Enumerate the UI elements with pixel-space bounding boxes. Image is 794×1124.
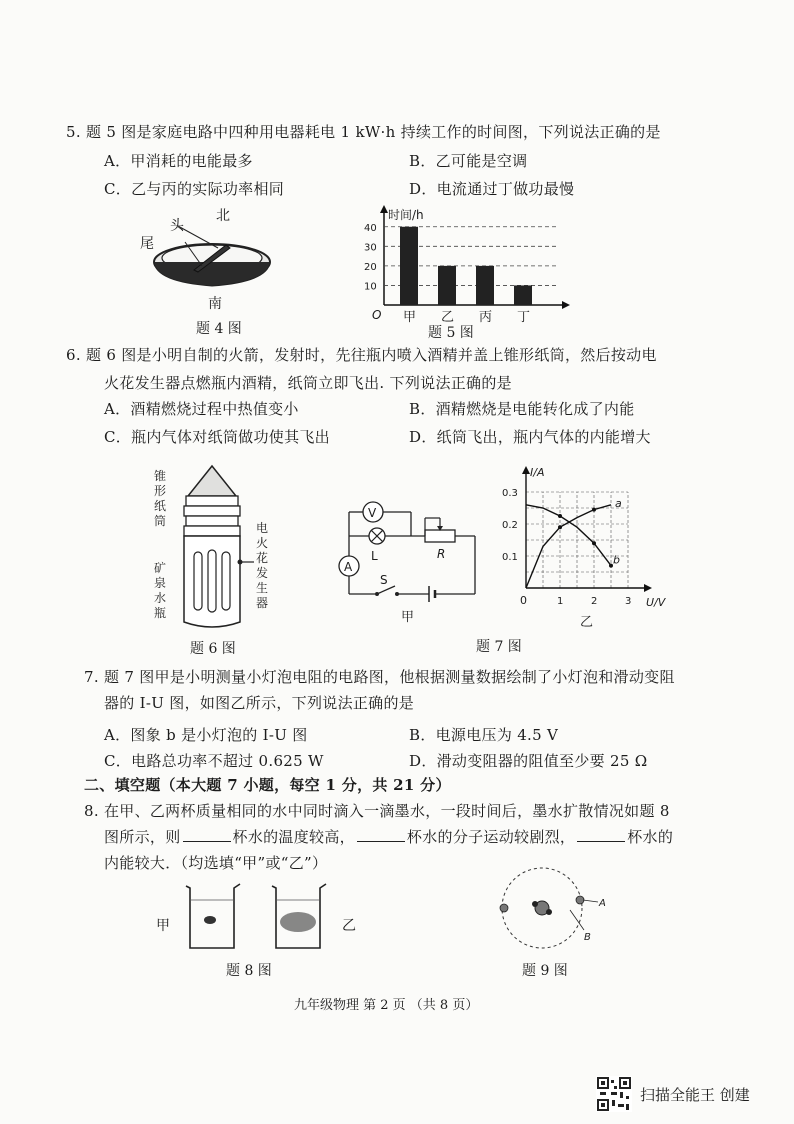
svg-text:花: 花 bbox=[256, 551, 269, 565]
fig5-origin: O bbox=[372, 308, 382, 322]
fig8-caption: 题 8 图 bbox=[226, 963, 272, 979]
fig9-label-a: A bbox=[599, 898, 606, 909]
svg-text:泉: 泉 bbox=[154, 576, 167, 590]
fig5-bar-chart bbox=[362, 205, 572, 325]
q5-option-c: C．乙与丙的实际功率相同 bbox=[104, 180, 285, 198]
q6-option-b: B．酒精燃烧是电能转化成了内能 bbox=[409, 400, 635, 418]
q5-stem: 5. 题 5 图是家庭电路中四种用电器耗电 1 kW·h 持续工作的时间图，下列说法正确的是 bbox=[66, 123, 661, 141]
q8-text-c: 杯水的分子运动较剧烈， bbox=[406, 828, 576, 846]
fig7-point bbox=[592, 508, 596, 512]
fig6-caption: 题 6 图 bbox=[190, 641, 236, 657]
qr-code-icon bbox=[596, 1076, 632, 1112]
svg-text:纸: 纸 bbox=[154, 499, 167, 513]
fig5-ytick-label: 40 bbox=[364, 222, 377, 234]
fig5-ytick-label: 10 bbox=[364, 281, 377, 293]
svg-text:发: 发 bbox=[256, 566, 269, 580]
fig6-cone-label bbox=[154, 468, 166, 528]
fig8-left-label: 甲 bbox=[156, 918, 170, 934]
fig8-right-label: 乙 bbox=[342, 918, 356, 934]
q8-line2 bbox=[104, 826, 673, 847]
fig8-ink-spread bbox=[280, 912, 316, 932]
fig5-bar bbox=[514, 285, 532, 305]
fig5-bar bbox=[400, 227, 418, 305]
q7-stem-line2: 器的 I-U 图，如图乙所示，下列说法正确的是 bbox=[104, 694, 415, 712]
fig4-south-label: 南 bbox=[208, 296, 222, 312]
q5-option-d: D．电流通过丁做功最慢 bbox=[409, 180, 575, 198]
fig6-bottle-label bbox=[154, 561, 166, 620]
fig7-point bbox=[558, 514, 562, 518]
fig7-xtick-label: 3 bbox=[625, 596, 632, 607]
fig9-label-b: B bbox=[584, 932, 591, 943]
svg-text:矿: 矿 bbox=[154, 561, 167, 575]
q7-option-d: D．滑动变阻器的阻值至少要 25 Ω bbox=[409, 752, 648, 770]
q7-option-b: B．电源电压为 4.5 V bbox=[409, 726, 559, 744]
fig4-head-label: 头 bbox=[170, 218, 184, 234]
q8-blank-1[interactable] bbox=[183, 827, 231, 842]
fig5-category-label: 丙 bbox=[479, 310, 493, 325]
q8-text-a: 图所示，则 bbox=[104, 828, 181, 846]
fig7-rheostat-label: R bbox=[437, 547, 446, 561]
svg-text:筒: 筒 bbox=[154, 514, 167, 528]
fig4-compass-diagram bbox=[130, 200, 290, 315]
fig7-lamp-label: L bbox=[371, 549, 378, 563]
fig7-point bbox=[592, 541, 596, 545]
fig7-x-arrow bbox=[644, 584, 652, 592]
fig7-iu-graph bbox=[496, 464, 674, 634]
q8-text-d: 杯水的 bbox=[627, 828, 674, 846]
fig7-ylabel: I/A bbox=[530, 466, 545, 479]
fig7-xlabel: U/V bbox=[646, 596, 666, 609]
fig9-orbit-diagram bbox=[490, 860, 620, 960]
fig4-caption: 题 4 图 bbox=[196, 321, 242, 337]
fig7-point bbox=[558, 525, 562, 529]
fig7-xtick-label: 1 bbox=[557, 596, 564, 607]
fig7-curve-a-label: a bbox=[615, 496, 622, 510]
fig5-ytick-label: 20 bbox=[364, 261, 377, 273]
q8-text-b: 杯水的温度较高， bbox=[232, 828, 355, 846]
q6-option-d: D．纸筒飞出，瓶内气体的内能增大 bbox=[409, 428, 651, 446]
q5-option-a: A．甲消耗的电能最多 bbox=[104, 152, 253, 170]
section-2-heading: 二、填空题（本大题 7 小题，每空 1 分，共 21 分） bbox=[84, 776, 451, 794]
fig7-ytick-label: 0.2 bbox=[502, 520, 518, 531]
svg-text:生: 生 bbox=[256, 581, 269, 595]
fig5-x-arrow bbox=[562, 301, 570, 309]
svg-text:瓶: 瓶 bbox=[154, 606, 167, 620]
fig5-y-arrow bbox=[380, 205, 388, 213]
q6-option-a: A．酒精燃烧过程中热值变小 bbox=[104, 400, 299, 418]
fig7-xtick-label: 2 bbox=[591, 596, 598, 607]
q8-blank-3[interactable] bbox=[577, 827, 625, 842]
q8-blank-2[interactable] bbox=[357, 827, 405, 842]
q5-option-b: B．乙可能是空调 bbox=[409, 152, 528, 170]
q7-option-c: C．电路总功率不超过 0.625 W bbox=[104, 752, 324, 770]
fig5-category-label: 乙 bbox=[441, 310, 455, 325]
fig7-ytick-label: 0.3 bbox=[502, 488, 518, 499]
fig7-caption: 题 7 图 bbox=[476, 639, 522, 655]
svg-text:火: 火 bbox=[256, 536, 269, 550]
fig7-ytick-label: 0.1 bbox=[502, 552, 518, 563]
svg-text:器: 器 bbox=[256, 596, 269, 610]
svg-text:形: 形 bbox=[154, 484, 167, 498]
fig7-circuit-diagram bbox=[325, 494, 485, 626]
page-footer: 九年级物理 第 2 页 （共 8 页） bbox=[294, 998, 479, 1013]
fig7-origin: 0 bbox=[520, 594, 527, 607]
fig5-caption: 题 5 图 bbox=[428, 325, 474, 341]
q8-line1: 8. 在甲、乙两杯质量相同的水中同时滴入一滴墨水，一段时间后，墨水扩散情况如题 8 bbox=[84, 802, 670, 820]
fig5-bar bbox=[438, 266, 456, 305]
fig4-north-label: 北 bbox=[216, 208, 230, 224]
fig7-circuit-sublabel: 甲 bbox=[401, 610, 415, 625]
fig5-ylabel: 时间/h bbox=[388, 208, 424, 222]
fig5-bar bbox=[476, 266, 494, 305]
fig6-spark-label bbox=[256, 520, 268, 610]
scanner-watermark: 扫描全能王 创建 bbox=[640, 1086, 750, 1104]
fig4-tail-label: 尾 bbox=[140, 236, 154, 252]
fig7-curve-a bbox=[526, 505, 611, 588]
svg-text:水: 水 bbox=[154, 591, 167, 605]
fig6-rocket-diagram bbox=[150, 462, 280, 634]
svg-text:电: 电 bbox=[256, 521, 269, 535]
svg-text:锥: 锥 bbox=[154, 469, 167, 483]
fig5-ytick-label: 30 bbox=[364, 242, 377, 254]
fig5-category-label: 丁 bbox=[517, 310, 531, 325]
fig9-caption: 题 9 图 bbox=[522, 963, 568, 979]
q6-stem-line1: 6. 题 6 图是小明自制的火箭，发射时，先往瓶内喷入酒精并盖上锥形纸筒，然后按动电 bbox=[66, 346, 657, 364]
fig7-switch-label: S bbox=[380, 573, 388, 587]
q6-option-c: C．瓶内气体对纸筒做功使其飞出 bbox=[104, 428, 330, 446]
fig5-category-label: 甲 bbox=[403, 310, 417, 325]
q7-option-a: A．图象 b 是小灯泡的 I-U 图 bbox=[104, 726, 308, 744]
q8-line3: 内能较大．（均选填“甲”或“乙”） bbox=[104, 854, 328, 872]
fig8-ink-small bbox=[204, 916, 216, 924]
fig8-beakers-diagram bbox=[150, 878, 370, 958]
fig7-curve-b-label: b bbox=[613, 553, 620, 567]
q6-stem-line2: 火花发生器点燃瓶内酒精，纸筒立即飞出. 下列说法正确的是 bbox=[104, 374, 512, 392]
fig7-graph-sublabel: 乙 bbox=[580, 615, 594, 630]
fig7-ammeter-label: A bbox=[344, 560, 353, 574]
fig7-y-arrow bbox=[522, 466, 530, 474]
q7-stem-line1: 7. 题 7 图甲是小明测量小灯泡电阻的电路图，他根据测量数据绘制了小灯泡和滑动变阻 bbox=[84, 668, 675, 686]
fig7-voltmeter-label: V bbox=[368, 506, 377, 520]
